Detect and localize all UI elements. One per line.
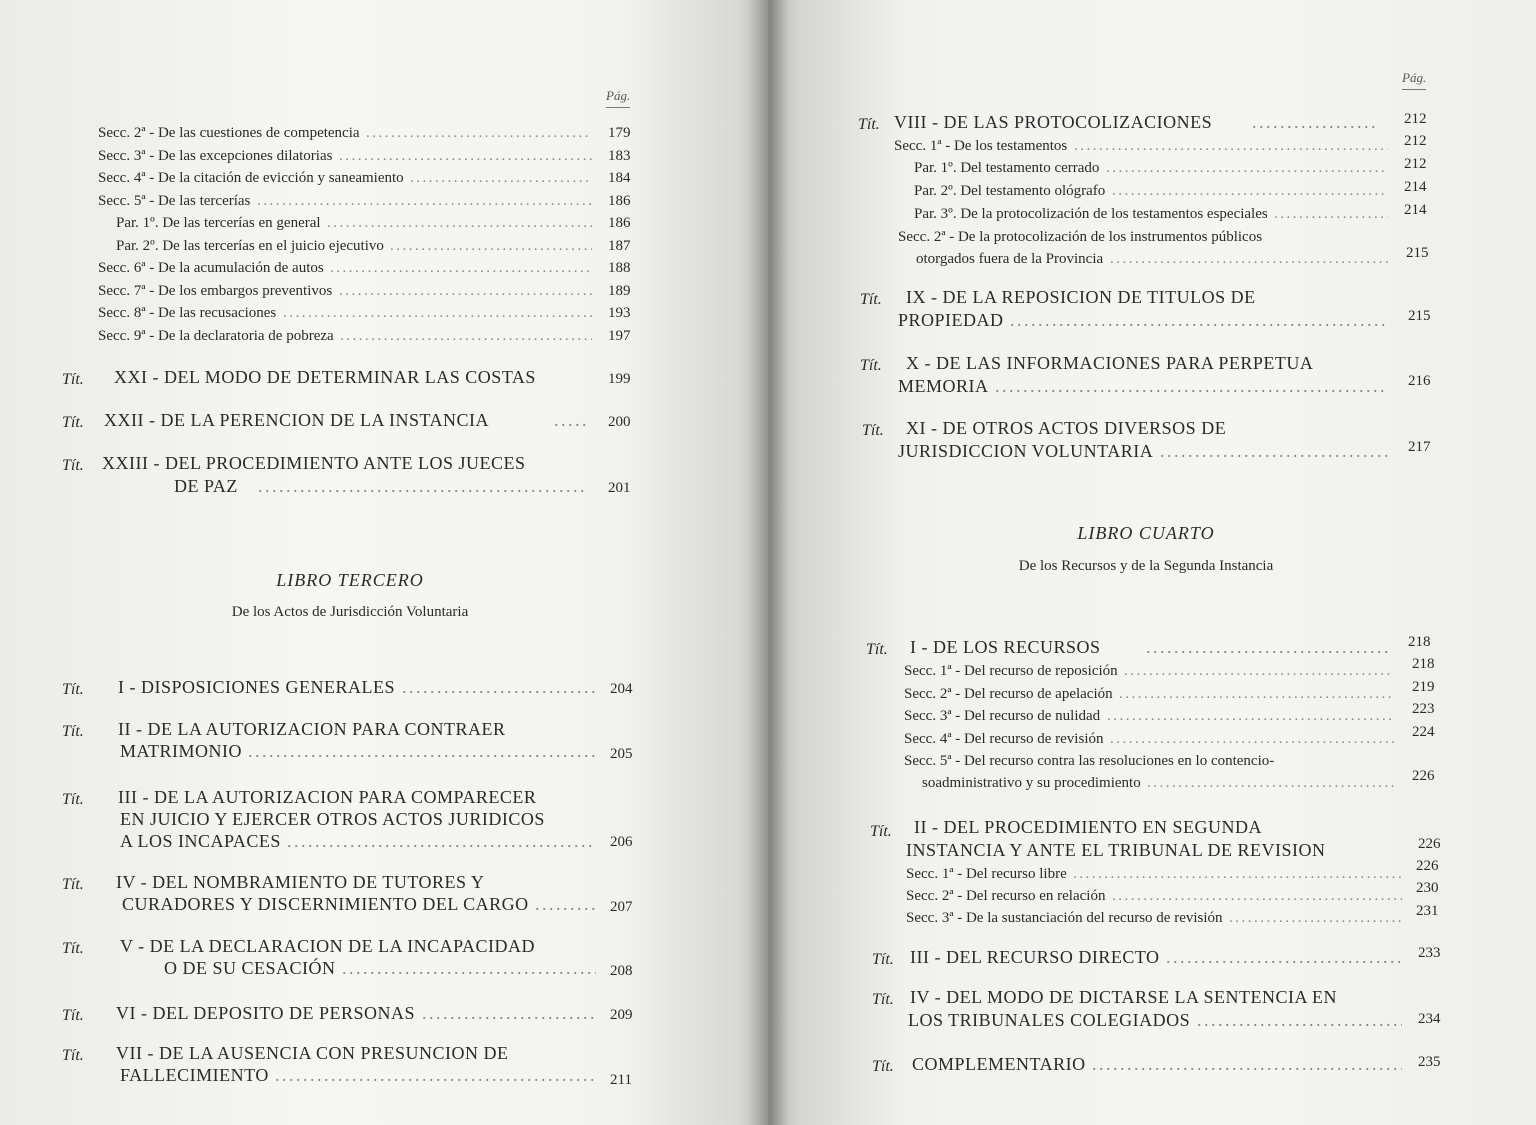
title-text: III - DEL RECURSO DIRECTO	[910, 947, 1160, 967]
page-number: 226	[1418, 836, 1441, 852]
dot-leader	[390, 237, 592, 255]
toc-row-label: Secc. 3ª - Del recurso de nulidad	[904, 708, 1101, 724]
toc-row-label: Par. 1º. De las tercerías en general	[116, 215, 321, 231]
page-number: 206	[610, 834, 633, 850]
title-label: Tít.	[62, 940, 84, 957]
title-text: II - DE LA AUTORIZACION PARA CONTRAER	[118, 719, 506, 739]
dot-leader	[1112, 182, 1388, 200]
dot-leader	[410, 169, 592, 187]
toc-row-label: Par. 2º. De las tercerías en el juicio ejecutivo	[116, 238, 384, 254]
dot-leader	[1010, 311, 1388, 329]
title-text: XI - DE OTROS ACTOS DIVERSOS DE	[906, 418, 1227, 438]
page-number: 179	[608, 125, 631, 141]
toc-row-label: Par. 1º. Del testamento cerrado	[914, 160, 1100, 176]
toc-row-label: otorgados fuera de la Provincia	[916, 251, 1104, 267]
page-number: 224	[1412, 724, 1435, 740]
dot-leader	[339, 282, 592, 300]
page-number: 233	[1418, 945, 1441, 961]
title-text-line2: EN JUICIO Y EJERCER OTROS ACTOS JURIDICOS	[120, 809, 545, 829]
page-number: 193	[608, 305, 631, 321]
page-number: 235	[1418, 1054, 1441, 1070]
toc-row-label: Secc. 3ª - De las excepciones dilatorias	[98, 148, 333, 164]
title-text: IV - DEL NOMBRAMIENTO DE TUTORES Y	[116, 872, 485, 892]
dot-leader	[1119, 685, 1394, 703]
title-text: VII - DE LA AUSENCIA CON PRESUNCION DE	[116, 1043, 509, 1063]
toc-row-label: Par. 2º. Del testamento ológrafo	[914, 183, 1106, 199]
title-label: Tít.	[872, 1058, 894, 1075]
dot-leader	[1107, 707, 1394, 725]
dot-leader	[1110, 250, 1388, 268]
dot-leader	[275, 1066, 596, 1084]
page-number: 207	[610, 899, 633, 915]
title-text-line2: INSTANCIA Y ANTE EL TRIBUNAL DE REVISION	[906, 840, 1326, 860]
page-number: 218	[1408, 634, 1431, 650]
dot-leader	[1092, 1055, 1402, 1073]
toc-row-label: Secc. 1ª - De los testamentos	[894, 138, 1068, 154]
book-gutter	[748, 0, 788, 1125]
dot-leader	[366, 124, 592, 142]
toc-row-label: Secc. 5ª - Del recurso contra las resoluciones en lo contencio-	[904, 753, 1275, 769]
page-number: 200	[608, 414, 631, 430]
page-number: 187	[608, 238, 631, 254]
title-label: Tít.	[62, 1007, 84, 1024]
dot-leader	[1166, 948, 1400, 966]
page-number: 226	[1416, 858, 1439, 874]
toc-row-label: Secc. 7ª - De los embargos preventivos	[98, 283, 333, 299]
dot-leader	[422, 1004, 596, 1022]
dot-leader	[1110, 730, 1394, 748]
title-label: Tít.	[62, 681, 84, 698]
toc-row-label: Secc. 6ª - De la acumulación de autos	[98, 260, 324, 276]
title-text-line2: LOS TRIBUNALES COLEGIADOS	[908, 1010, 1191, 1030]
page-number: 184	[608, 170, 631, 186]
toc-row-label: Secc. 1ª - Del recurso libre	[906, 866, 1067, 882]
dot-leader	[1252, 113, 1378, 131]
toc-row-label: Secc. 4ª - De la citación de evicción y saneamiento	[98, 170, 404, 186]
dot-leader	[342, 959, 596, 977]
title-label: Tít.	[62, 723, 84, 740]
dot-leader	[1197, 1011, 1402, 1029]
toc-row-label: Secc. 5ª - De las tercerías	[98, 193, 251, 209]
title-label: Tít.	[62, 457, 84, 474]
title-text-line2: FALLECIMIENTO	[120, 1065, 269, 1085]
title-text-line2: MATRIMONIO	[120, 741, 242, 761]
left-pag-label: Pág.	[606, 88, 630, 108]
title-text: XXII - DE LA PERENCION DE LA INSTANCIA	[104, 410, 490, 430]
title-text: II - DEL PROCEDIMIENTO EN SEGUNDA	[914, 817, 1262, 837]
page-number: 183	[608, 148, 631, 164]
title-label: Tít.	[862, 422, 884, 439]
page-number: 188	[608, 260, 631, 276]
toc-row-label: Par. 3º. De la protocolización de los testamentos especiales	[914, 206, 1268, 222]
book-heading-tercero: LIBRO TERCERO	[276, 570, 424, 590]
title-label: Tít.	[872, 951, 894, 968]
page-number: 215	[1408, 308, 1431, 324]
toc-row-label: soadministrativo y su procedimiento	[922, 775, 1141, 791]
page-number: 197	[608, 328, 631, 344]
page-number: 214	[1404, 202, 1427, 218]
dot-leader	[257, 192, 592, 210]
toc-row-label: Secc. 2ª - De la protocolización de los instrumentos públicos	[898, 229, 1263, 245]
title-text: XXIII - DEL PROCEDIMIENTO ANTE LOS JUECES	[102, 453, 526, 473]
page-number: 226	[1412, 768, 1435, 784]
dot-leader	[287, 832, 596, 850]
dot-leader	[402, 678, 596, 696]
title-text: XXI - DEL MODO DE DETERMINAR LAS COSTAS	[114, 367, 536, 387]
dot-leader	[340, 327, 592, 345]
dot-leader	[248, 742, 596, 760]
page-number: 218	[1412, 656, 1435, 672]
page-number: 212	[1404, 133, 1427, 149]
title-label: Tít.	[62, 1047, 84, 1064]
page-number: 211	[610, 1072, 632, 1088]
title-text: V - DE LA DECLARACION DE LA INCAPACIDAD	[120, 936, 536, 956]
title-text-line2: O DE SU CESACIÓN	[164, 958, 336, 978]
dot-leader	[339, 147, 592, 165]
toc-row-label: Secc. 8ª - De las recusaciones	[98, 305, 277, 321]
toc-row-label: Secc. 4ª - Del recurso de revisión	[904, 731, 1104, 747]
dot-leader	[1112, 887, 1402, 905]
page-number: 234	[1418, 1011, 1441, 1027]
title-text: VI - DEL DEPOSITO DE PERSONAS	[116, 1003, 416, 1023]
title-text: IX - DE LA REPOSICION DE TITULOS DE	[906, 287, 1256, 307]
title-text-line2: MEMORIA	[898, 376, 989, 396]
page-number: 208	[610, 963, 633, 979]
title-text: III - DE LA AUTORIZACION PARA COMPARECER	[118, 787, 537, 807]
page-number: 186	[608, 215, 631, 231]
title-text: VIII - DE LAS PROTOCOLIZACIONES	[894, 112, 1213, 132]
title-text: I - DE LOS RECURSOS	[910, 637, 1101, 657]
dot-leader	[1274, 205, 1388, 223]
toc-row-label: Secc. 2ª - Del recurso en relación	[906, 888, 1106, 904]
dot-leader	[1160, 442, 1388, 460]
dot-leader	[1073, 865, 1402, 883]
dot-leader	[1147, 774, 1394, 792]
dot-leader	[554, 411, 590, 429]
title-text-line2: DE PAZ	[174, 476, 238, 496]
title-label: Tít.	[860, 357, 882, 374]
title-text-line2: PROPIEDAD	[898, 310, 1004, 330]
title-text: COMPLEMENTARIO	[912, 1054, 1086, 1074]
title-label: Tít.	[62, 414, 84, 431]
page-number: 214	[1404, 179, 1427, 195]
page-number: 205	[610, 746, 633, 762]
title-text: IV - DEL MODO DE DICTARSE LA SENTENCIA EN	[910, 987, 1338, 1007]
dot-leader	[1146, 638, 1390, 656]
title-text: X - DE LAS INFORMACIONES PARA PERPETUA	[906, 353, 1314, 373]
page-number: 212	[1404, 156, 1427, 172]
title-label: Tít.	[62, 791, 84, 808]
title-text-line2: JURISDICCION VOLUNTARIA	[898, 441, 1154, 461]
page-number: 223	[1412, 701, 1435, 717]
page-number: 219	[1412, 679, 1435, 695]
toc-row-label: Secc. 2ª - De las cuestiones de competencia	[98, 125, 360, 141]
title-label: Tít.	[872, 991, 894, 1008]
title-text-line2: CURADORES Y DISCERNIMIENTO DEL CARGO	[122, 894, 529, 914]
page-number: 217	[1408, 439, 1431, 455]
page-number: 201	[608, 480, 631, 496]
dot-leader	[1106, 159, 1388, 177]
title-label: Tít.	[870, 823, 892, 840]
dot-leader	[1074, 137, 1388, 155]
page-number: 212	[1404, 111, 1427, 127]
title-label: Tít.	[858, 116, 880, 133]
dot-leader	[330, 259, 592, 277]
dot-leader	[1229, 909, 1402, 927]
page-number: 204	[610, 681, 633, 697]
book-subheading-cuarto: De los Recursos y de la Segunda Instancia	[1018, 558, 1274, 574]
page-number: 199	[608, 371, 631, 387]
right-pag-label: Pág.	[1402, 70, 1426, 90]
title-label: Tít.	[62, 876, 84, 893]
toc-row-label: Secc. 1ª - Del recurso de reposición	[904, 663, 1118, 679]
dot-leader	[535, 895, 596, 913]
page-number: 189	[608, 283, 631, 299]
title-label: Tít.	[866, 641, 888, 658]
page-number: 186	[608, 193, 631, 209]
title-label: Tít.	[62, 371, 84, 388]
page-number: 216	[1408, 373, 1431, 389]
toc-row-label: Secc. 2ª - Del recurso de apelación	[904, 686, 1113, 702]
book-heading-cuarto: LIBRO CUARTO	[1077, 523, 1215, 543]
page-number: 231	[1416, 903, 1439, 919]
dot-leader	[995, 377, 1388, 395]
dot-leader	[327, 214, 592, 232]
toc-row-label: Secc. 3ª - De la sustanciación del recurso de revisión	[906, 910, 1223, 926]
page-number: 215	[1406, 245, 1429, 261]
title-text-line3: A LOS INCAPACES	[120, 831, 281, 851]
dot-leader	[258, 477, 588, 495]
toc-row-label: Secc. 9ª - De la declaratoria de pobreza	[98, 328, 334, 344]
dot-leader	[283, 304, 592, 322]
page-number: 209	[610, 1007, 633, 1023]
book-subheading-tercero: De los Actos de Jurisdicción Voluntaria	[231, 604, 469, 620]
title-label: Tít.	[860, 291, 882, 308]
dot-leader	[1124, 662, 1394, 680]
title-text: I - DISPOSICIONES GENERALES	[118, 677, 396, 697]
page-number: 230	[1416, 880, 1439, 896]
